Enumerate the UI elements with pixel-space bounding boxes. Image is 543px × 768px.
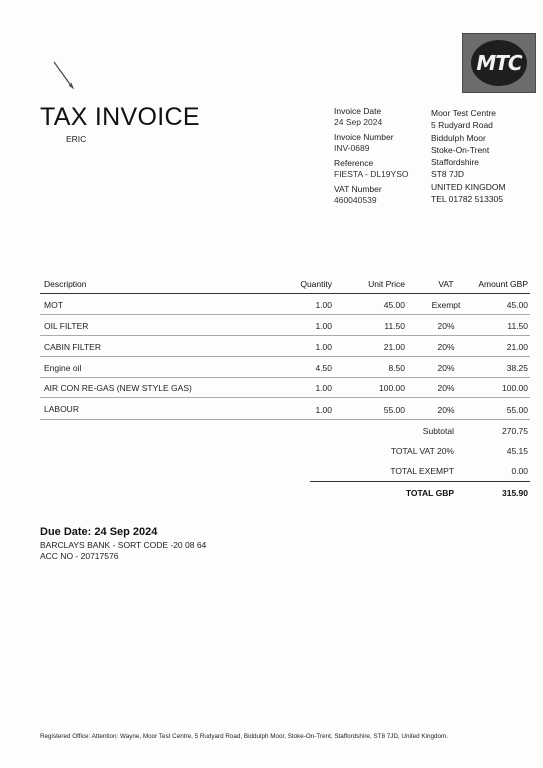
total-vat-value: 45.15 — [506, 446, 528, 456]
address-line: ST8 7JD — [431, 169, 465, 180]
row-description: Engine oil — [44, 363, 82, 373]
header-divider — [40, 293, 530, 294]
document-title: TAX INVOICE — [40, 103, 200, 131]
row-vat: Exempt — [431, 300, 461, 310]
row-amount: 45.00 — [506, 300, 528, 310]
row-divider — [40, 335, 530, 336]
row-divider — [40, 356, 530, 357]
header-quantity: Quantity — [300, 279, 332, 289]
invoice-date-value: 24 Sep 2024 — [334, 117, 383, 127]
row-amount: 21.00 — [506, 342, 528, 352]
vat-number-value: 460040539 — [334, 195, 377, 205]
row-unit-price: 21.00 — [383, 342, 405, 352]
header-vat: VAT — [438, 279, 454, 289]
row-unit-price: 8.50 — [388, 363, 405, 373]
header-description: Description — [44, 279, 87, 289]
row-divider — [40, 377, 530, 378]
row-divider — [40, 314, 530, 315]
row-quantity: 4.50 — [315, 363, 332, 373]
company-logo — [462, 33, 536, 93]
address-line: Biddulph Moor — [431, 132, 486, 143]
row-divider — [40, 419, 530, 420]
row-unit-price: 55.00 — [383, 405, 405, 415]
header-amount: Amount GBP — [478, 279, 528, 289]
registered-office: Registered Office: Attention: Wayne, Moor Test Centre, 5 Rudyard Road, Biddulph Moor, Stoke-On-Trent, Staffordshire, ST8 7JD, United Kingdom. — [40, 733, 448, 740]
invoice-number-label: Invoice Number — [334, 132, 394, 142]
due-date: Due Date: 24 Sep 2024 — [40, 526, 158, 538]
address-line: UNITED KINGDOM — [431, 181, 506, 192]
subtotal-label: Subtotal — [422, 426, 454, 436]
reference-label: Reference — [334, 158, 374, 168]
row-vat: 20% — [437, 363, 455, 373]
row-divider — [40, 397, 530, 398]
row-amount: 38.25 — [506, 363, 528, 373]
company-address — [431, 107, 506, 205]
row-description: MOT — [44, 300, 63, 310]
bank-sort-code: BARCLAYS BANK - SORT CODE -20 08 64 — [40, 540, 207, 550]
total-divider — [310, 481, 530, 482]
subtotal-value: 270.75 — [502, 426, 528, 436]
row-unit-price: 45.00 — [383, 300, 405, 310]
invoice-date-label: Invoice Date — [334, 106, 382, 116]
row-description: OIL FILTER — [44, 321, 89, 331]
row-unit-price: 11.50 — [384, 321, 405, 331]
total-gbp-value: 315.90 — [502, 488, 528, 498]
row-vat: 20% — [437, 321, 455, 331]
row-vat: 20% — [437, 405, 455, 415]
customer-name: ERIC — [66, 134, 87, 144]
vat-number-label: VAT Number — [334, 184, 382, 194]
row-quantity: 1.00 — [315, 321, 332, 331]
address-line: Moor Test Centre — [431, 108, 497, 118]
total-vat-label: TOTAL VAT 20% — [390, 446, 454, 456]
bank-details — [40, 540, 206, 561]
row-description: AIR CON RE-GAS (NEW STYLE GAS) — [44, 383, 192, 393]
row-amount: 55.00 — [506, 405, 528, 415]
address-line: TEL 01782 513305 — [431, 194, 503, 205]
logo-text: MTC — [471, 40, 527, 86]
row-quantity: 1.00 — [315, 383, 332, 393]
address-line: Stoke-On-Trent — [431, 144, 490, 155]
row-vat: 20% — [437, 342, 455, 352]
row-unit-price: 100.00 — [379, 383, 405, 393]
row-description: LABOUR — [44, 404, 79, 414]
reference-value: FIESTA - DL19YSO — [334, 169, 409, 179]
total-gbp-label: TOTAL GBP — [405, 488, 454, 498]
pen-mark-icon — [52, 60, 76, 90]
total-exempt-value: 0.00 — [511, 466, 528, 476]
row-amount: 11.50 — [507, 321, 528, 331]
row-quantity: 1.00 — [315, 300, 332, 310]
account-number: ACC NO - 20717576 — [40, 550, 119, 561]
row-vat: 20% — [437, 383, 455, 393]
header-unit-price: Unit Price — [368, 279, 405, 289]
row-quantity: 1.00 — [315, 342, 332, 352]
row-amount: 100.00 — [502, 383, 528, 393]
address-line: 5 Rudyard Road — [431, 120, 493, 131]
invoice-number-value: INV-0689 — [334, 143, 370, 153]
row-quantity: 1.00 — [315, 405, 332, 415]
row-description: CABIN FILTER — [44, 342, 101, 352]
address-line: Staffordshire — [431, 157, 480, 168]
total-exempt-label: TOTAL EXEMPT — [390, 466, 454, 476]
